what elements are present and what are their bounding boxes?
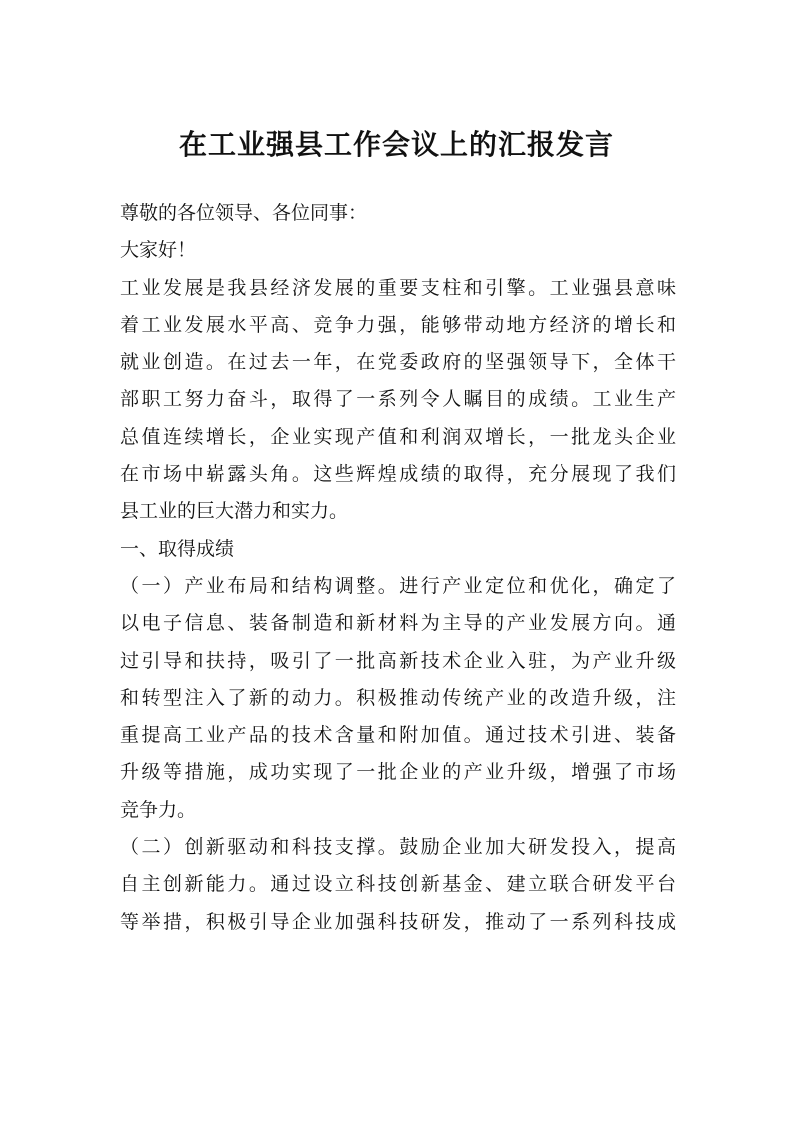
- paragraph-line: 和转型注入了新的动力。积极推动传统产业的改造升级，注: [120, 686, 676, 709]
- paragraph-line: 就业创造。在过去一年，在党委政府的坚强领导下，全体干: [120, 351, 676, 374]
- paragraph-line: 在市场中崭露头角。这些辉煌成绩的取得，充分展现了我们: [120, 463, 676, 486]
- salutation-line: 尊敬的各位领导、各位同事：: [120, 202, 368, 224]
- paragraph-line: 自主创新能力。通过设立科技创新基金、建立联合研发平台: [120, 873, 676, 896]
- paragraph-line: （二）创新驱动和科技支撑。鼓励企业加大研发投入，提高: [120, 836, 676, 859]
- paragraph-line: 过引导和扶持，吸引了一批高新技术企业入驻，为产业升级: [120, 649, 676, 672]
- greeting-line: 大家好！: [120, 239, 197, 262]
- paragraph-line: 县工业的巨大潜力和实力。: [120, 500, 349, 523]
- document-body: [120, 195, 676, 941]
- paragraph-line: 总值连续增长，企业实现产值和利润双增长，一批龙头企业: [120, 425, 676, 448]
- paragraph-line: 部职工努力奋斗，取得了一系列令人瞩目的成绩。工业生产: [120, 388, 676, 411]
- paragraph-line: 着工业发展水平高、竞争力强，能够带动地方经济的增长和: [120, 313, 676, 336]
- paragraph-line: （一）产业布局和结构调整。进行产业定位和优化，确定了: [120, 574, 676, 597]
- section-heading: 一、取得成绩: [120, 537, 235, 560]
- document-title: 在工业强县工作会议上的汇报发言: [178, 128, 614, 161]
- paragraph-line: 等举措，积极引导企业加强科技研发，推动了一系列科技成: [120, 910, 676, 933]
- paragraph-line: 竞争力。: [120, 798, 197, 821]
- paragraph-line: 工业发展是我县经济发展的重要支柱和引擎。工业强县意味: [120, 276, 676, 299]
- paragraph-line: 重提高工业产品的技术含量和附加值。通过技术引进、装备: [120, 724, 676, 747]
- paragraph-line: 以电子信息、装备制造和新材料为主导的产业发展方向。通: [120, 612, 676, 635]
- paragraph-line: 升级等措施，成功实现了一批企业的产业升级，增强了市场: [120, 761, 676, 784]
